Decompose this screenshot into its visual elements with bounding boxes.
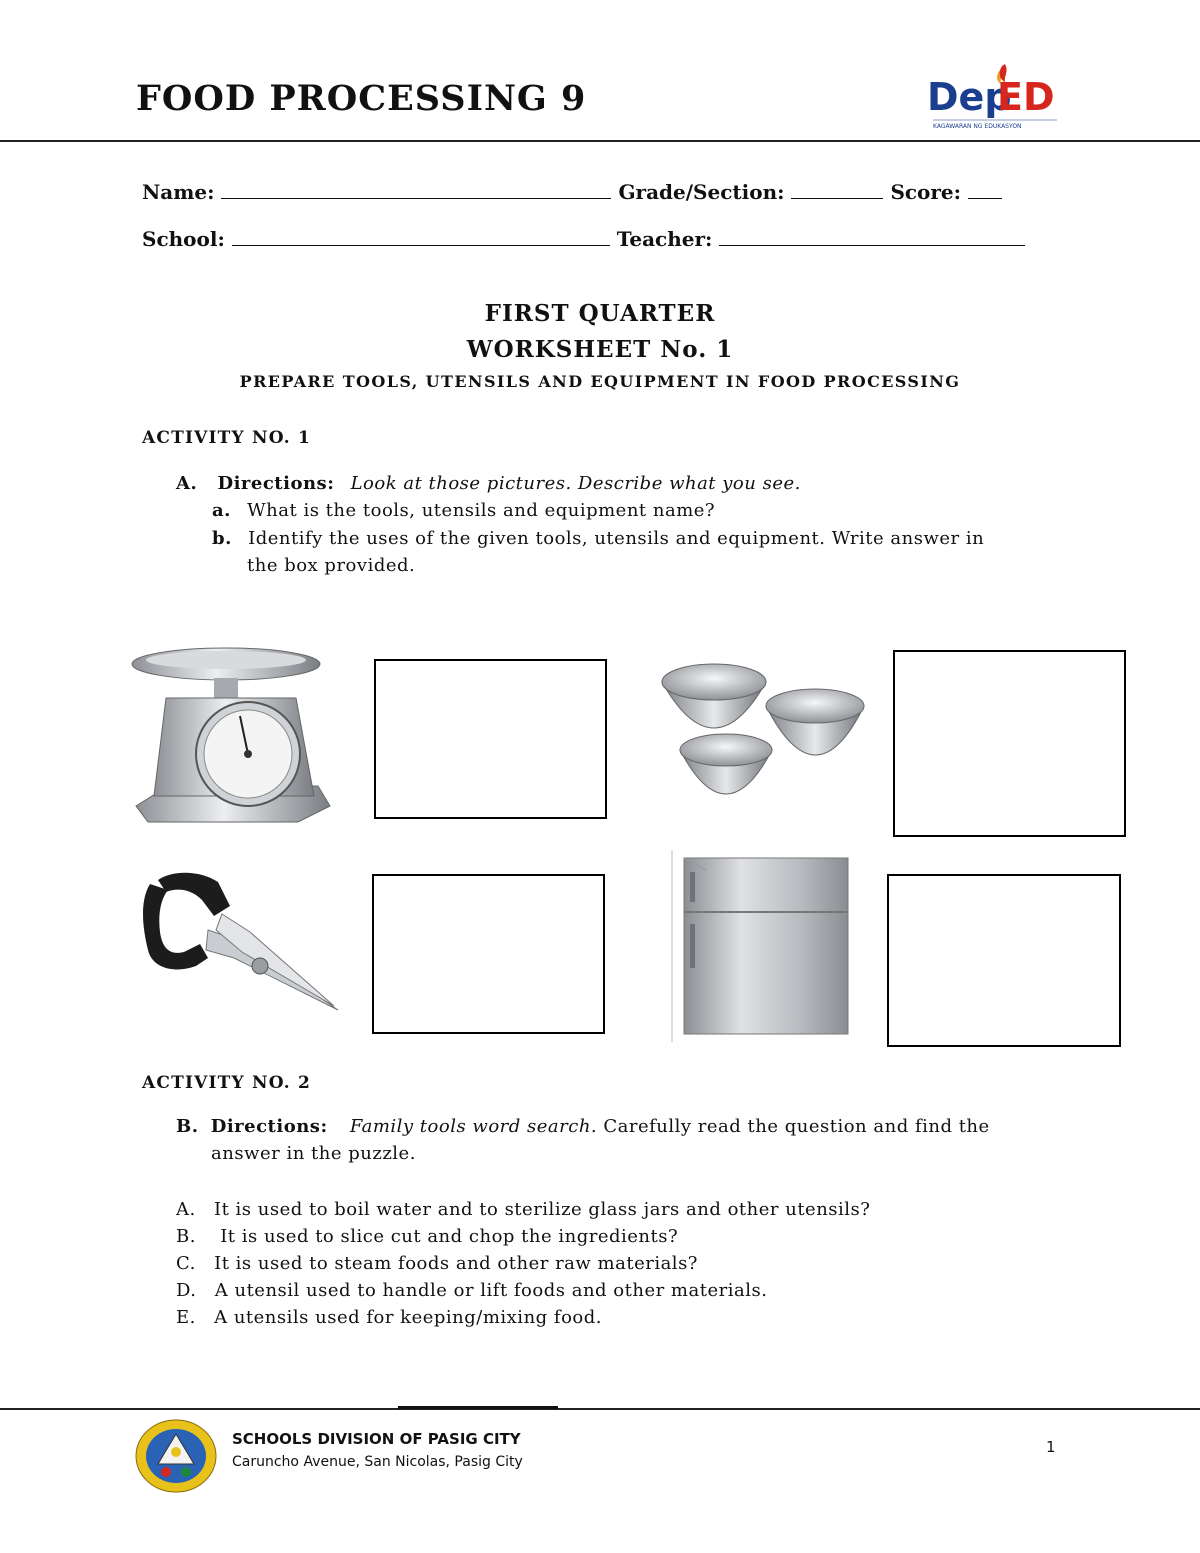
question-text: It is used to steam foods and other raw materials? bbox=[214, 1253, 698, 1274]
item-text: Identify the uses of the given tools, utensils and equipment. Write answer in bbox=[248, 528, 985, 549]
directions-label: Directions: bbox=[210, 1116, 328, 1137]
deped-logo bbox=[925, 62, 1065, 134]
school-label: School: bbox=[142, 227, 225, 251]
name-field[interactable] bbox=[221, 178, 611, 199]
refrigerator-image bbox=[670, 850, 850, 1042]
question-item bbox=[176, 1307, 602, 1328]
question-text: A utensil used to handle or lift foods and other materials. bbox=[214, 1280, 768, 1301]
directions-rest: Carefully read the question and find the bbox=[603, 1116, 990, 1137]
answer-box-3[interactable] bbox=[372, 874, 605, 1034]
name-label: Name: bbox=[142, 180, 215, 204]
directions-letter: B. bbox=[176, 1116, 199, 1137]
question-letter: D. bbox=[176, 1280, 197, 1301]
grade-section-label: Grade/Section: bbox=[618, 180, 785, 204]
teacher-label: Teacher: bbox=[616, 227, 713, 251]
answer-box-4[interactable] bbox=[887, 874, 1121, 1047]
list-item bbox=[212, 528, 984, 549]
activity-2-directions bbox=[176, 1116, 990, 1137]
footer-accent-bar bbox=[398, 1406, 558, 1409]
question-item bbox=[176, 1280, 767, 1301]
activity-1-directions bbox=[176, 473, 801, 494]
field-row-2 bbox=[142, 225, 1025, 251]
grade-section-field[interactable] bbox=[791, 178, 883, 199]
question-letter: B. bbox=[176, 1226, 196, 1247]
list-item bbox=[212, 500, 715, 521]
directions-letter: A. bbox=[176, 473, 198, 494]
answer-box-2[interactable] bbox=[893, 650, 1126, 837]
quarter-heading: FIRST QUARTER bbox=[484, 300, 716, 327]
question-text: It is used to boil water and to sterilize glass jars and other utensils? bbox=[213, 1199, 871, 1220]
worksheet-subtitle: PREPARE TOOLS, UTENSILS AND EQUIPMENT IN FOOD PROCESSING bbox=[239, 372, 961, 391]
question-item bbox=[176, 1226, 678, 1247]
question-item bbox=[176, 1199, 870, 1220]
question-text: A utensils used for keeping/mixing food. bbox=[214, 1307, 602, 1328]
mixing-bowls-image bbox=[656, 654, 868, 814]
worksheet-heading: WORKSHEET No. 1 bbox=[466, 336, 734, 363]
question-letter: A. bbox=[176, 1199, 196, 1220]
weighing-scale-image bbox=[128, 646, 334, 824]
question-text: It is used to slice cut and chop the ingredients? bbox=[220, 1226, 679, 1247]
directions-rest-cont: answer in the puzzle. bbox=[211, 1143, 416, 1164]
footer-address: Caruncho Avenue, San Nicolas, Pasig City bbox=[232, 1454, 523, 1470]
question-item bbox=[176, 1253, 698, 1274]
item-text-cont: the box provided. bbox=[247, 555, 416, 576]
directions-italic: Family tools word search. bbox=[349, 1116, 598, 1137]
kitchen-shears-image bbox=[138, 870, 342, 1018]
question-letter: E. bbox=[176, 1307, 196, 1328]
page-number: 1 bbox=[1046, 1438, 1056, 1456]
answer-box-1[interactable] bbox=[374, 659, 607, 819]
item-marker: b. bbox=[212, 528, 232, 549]
directions-text: Look at those pictures. Describe what you see. bbox=[350, 473, 801, 494]
school-field[interactable] bbox=[232, 225, 610, 246]
page-title: FOOD PROCESSING 9 bbox=[136, 78, 587, 119]
division-seal-logo bbox=[134, 1418, 218, 1494]
directions-label: Directions: bbox=[217, 473, 335, 494]
footer-divider bbox=[0, 1408, 1200, 1410]
activity-2-label: ACTIVITY NO. 2 bbox=[142, 1073, 311, 1093]
teacher-field[interactable] bbox=[719, 225, 1025, 246]
logo-tagline: KAGAWARAN NG EDUKASYON bbox=[933, 123, 1022, 130]
activity-1-label: ACTIVITY NO. 1 bbox=[142, 428, 311, 448]
item-marker: a. bbox=[212, 500, 231, 521]
item-text: What is the tools, utensils and equipment name? bbox=[247, 500, 716, 521]
field-row-1 bbox=[142, 178, 1002, 204]
question-letter: C. bbox=[176, 1253, 196, 1274]
score-label: Score: bbox=[890, 180, 962, 204]
svg-text:Dep: Dep bbox=[927, 75, 1012, 119]
score-field[interactable] bbox=[968, 178, 1002, 199]
header-divider bbox=[0, 140, 1200, 142]
footer-division: SCHOOLS DIVISION OF PASIG CITY bbox=[232, 1430, 521, 1448]
svg-text:ED: ED bbox=[997, 75, 1055, 119]
